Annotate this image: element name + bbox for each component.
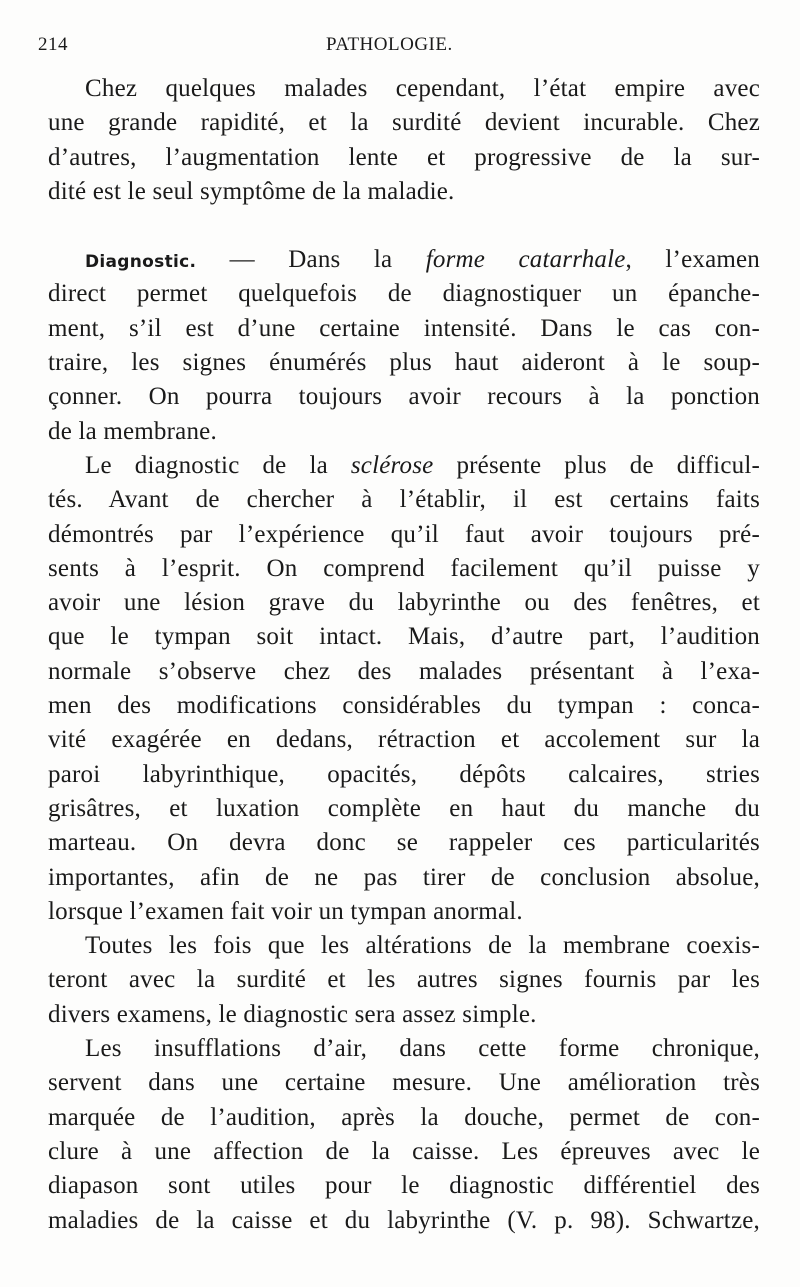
text-line: direct permet quelquefois de diagnostiquer un épanche-: [48, 280, 760, 308]
text-line: lorsque l’examen fait voir un tympan anormal.: [48, 897, 523, 925]
text-run: — Dans la: [196, 246, 426, 274]
italic-term: sclérose: [350, 451, 434, 479]
text-line: de la membrane.: [48, 417, 217, 445]
text-line: paroi labyrinthique, opacités, dépôts calcaires, stries: [48, 760, 760, 788]
text-line: Toutes les fois que les altérations de la membrane coexis-: [85, 932, 760, 960]
text-line: çonner. On pourra toujours avoir recours à la ponction: [48, 383, 760, 411]
page-number: 214: [38, 34, 68, 55]
text-line: marteau. On devra donc se rappeler ces particularités: [48, 829, 760, 857]
text-line: divers examens, le diagnostic sera assez simple.: [48, 1000, 537, 1028]
text-line: que le tympan soit intact. Mais, d’autre part, l’audition: [48, 623, 760, 651]
paragraph-diagnostic: [48, 243, 760, 449]
text-line: traire, les signes énumérés plus haut aideront à le soup-: [48, 349, 760, 377]
text-line: servent dans une certaine mesure. Une amélioration très: [48, 1069, 760, 1097]
text-line: normale s’observe chez des malades présentant à l’exa-: [48, 657, 760, 685]
text-line: dité est le seul symptôme de la maladie.: [48, 177, 455, 205]
text-line: d’autres, l’augmentation lente et progressive de la sur-: [48, 143, 760, 171]
text-line: tés. Avant de chercher à l’établir, il est certains faits: [48, 486, 760, 514]
text-line: avoir une lésion grave du labyrinthe ou des fenêtres, et: [48, 589, 760, 617]
text-line: teront avec la surdité et les autres signes fournis par les: [48, 966, 760, 994]
section-heading: Diagnostic.: [85, 252, 197, 273]
paragraph-sclerose: [48, 449, 760, 929]
text-run: présente plus de difficul-: [433, 451, 760, 479]
text-line: marquée de l’audition, après la douche, permet de con-: [48, 1103, 760, 1131]
text-line: Les insufflations d’air, dans cette forme chronique,: [85, 1035, 760, 1063]
text-line: importantes, afin de ne pas tirer de conclusion absolue,: [48, 863, 760, 891]
text-line: men des modifications considérables du tympan : conca-: [48, 692, 760, 720]
body-text: [48, 72, 760, 1238]
text-line: maladies de la caisse et du labyrinthe (V. p. 98). Schwartze,: [48, 1206, 760, 1234]
text-line: grisâtres, et luxation complète en haut du manche du: [48, 794, 760, 822]
text-line: [48, 243, 760, 277]
section-gap: [48, 209, 760, 243]
text-line: clure à une affection de la caisse. Les épreuves avec le: [48, 1137, 760, 1165]
text-line: Chez quelques malades cependant, l’état empire avec: [85, 75, 760, 102]
text-line: diapason sont utiles pour le diagnostic différentiel des: [48, 1172, 760, 1200]
text-line: vité exagérée en dedans, rétraction et accolement sur la: [48, 726, 760, 754]
text-line: une grande rapidité, et la surdité devient incurable. Chez: [48, 109, 760, 137]
running-title: PATHOLOGIE.: [326, 34, 453, 55]
paragraph-insufflations: [48, 1032, 760, 1238]
running-head: [38, 34, 758, 62]
paragraph-toutes-les-fois: [48, 929, 760, 1032]
text-line: sents à l’esprit. On comprend facilement qu’il puisse y: [48, 554, 760, 582]
text-run: , l’examen: [625, 246, 761, 274]
text-line: démontrés par l’expérience qu’il faut avoir toujours pré-: [48, 520, 760, 548]
text-line: ment, s’il est d’une certaine intensité. Dans le cas con-: [48, 314, 760, 342]
text-line: [48, 449, 760, 483]
italic-term: forme catarrhale: [425, 246, 626, 274]
paragraph-etat: [48, 72, 760, 209]
text-run: Le diagnostic de la: [85, 451, 351, 479]
